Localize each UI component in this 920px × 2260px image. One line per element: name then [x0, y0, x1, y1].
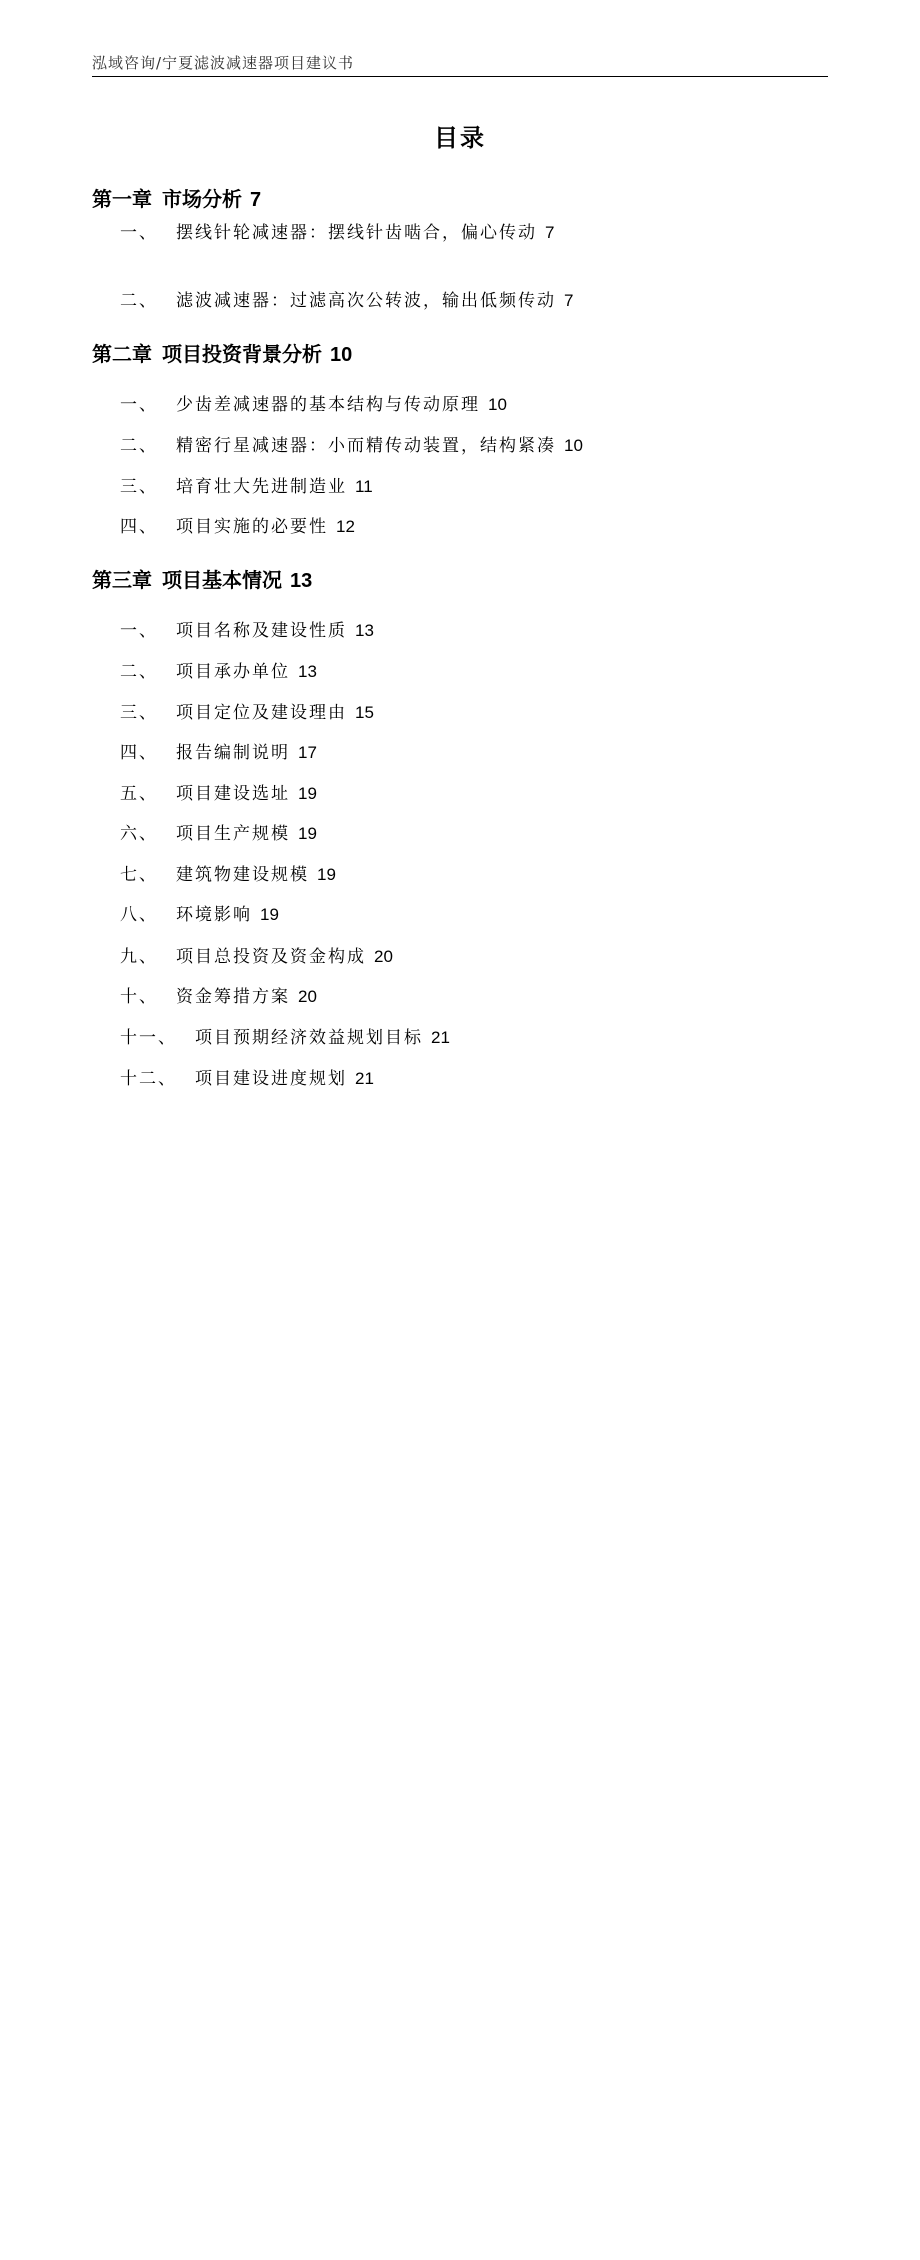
- toc-page-number: 15: [355, 703, 374, 722]
- toc-entry-number: 七、: [120, 865, 158, 885]
- toc-entry-text: 项目总投资及资金构成: [176, 947, 366, 967]
- toc-entry-title: [120, 738, 290, 763]
- toc-entry-title: [120, 472, 347, 497]
- toc-entry-text: 项目建设进度规划: [195, 1069, 347, 1089]
- toc-page-number: 21: [431, 1028, 450, 1047]
- toc-entry-text: 项目预期经济效益规划目标: [195, 1028, 423, 1048]
- toc-page-number: 11: [355, 477, 373, 496]
- toc-entry-title: [120, 900, 252, 925]
- toc-entry-title: [120, 390, 480, 415]
- toc-entry-number: 第三章: [92, 568, 152, 592]
- toc-page-number: 19: [298, 784, 317, 803]
- toc-entry-number: 二、: [120, 436, 158, 456]
- toc-page-number: 21: [355, 1069, 374, 1088]
- toc-page-number: 7: [564, 291, 574, 310]
- toc-entry-number: 四、: [120, 743, 158, 763]
- toc-entry-title: [120, 616, 347, 641]
- toc-page-number: 13: [290, 570, 313, 592]
- toc-entry-title: [120, 431, 556, 456]
- toc-entry-title: [120, 218, 537, 243]
- toc-entry-title: [120, 657, 290, 682]
- toc-entry-text: 摆线针轮减速器：摆线针齿啮合，偏心传动: [176, 223, 537, 243]
- toc-entry-text: 精密行星减速器：小而精传动装置，结构紧凑: [176, 436, 556, 456]
- toc-entry-number: 一、: [120, 223, 158, 243]
- toc-entry-title: [120, 982, 290, 1007]
- toc-entry-number: 四、: [120, 517, 158, 537]
- toc-entry-text: 项目生产规模: [176, 824, 290, 844]
- toc-entry-text: 建筑物建设规模: [176, 865, 309, 885]
- toc-entry-title: [92, 183, 242, 212]
- toc-page-number: 7: [545, 223, 555, 242]
- toc-page-number: 10: [564, 436, 583, 455]
- toc-page-number: 13: [298, 662, 317, 681]
- toc-entry-number: 十一、: [120, 1028, 177, 1048]
- toc-entry-number: 第一章: [92, 187, 152, 211]
- toc-title: 目录: [434, 124, 486, 152]
- toc-entry-text: 项目承办单位: [176, 662, 290, 682]
- toc-entry-number: 五、: [120, 784, 158, 804]
- header-rule: [92, 76, 828, 77]
- toc-entry-text: 项目名称及建设性质: [176, 621, 347, 641]
- toc-entry-number: 一、: [120, 395, 158, 415]
- toc-entry-text: 项目实施的必要性: [176, 517, 328, 537]
- toc-entry-title: [92, 338, 322, 367]
- toc-page-number: 20: [374, 947, 393, 966]
- toc-entry-title: [120, 779, 290, 804]
- toc-entry-text: 项目基本情况: [162, 568, 282, 592]
- toc-entry-text: 少齿差减速器的基本结构与传动原理: [176, 395, 480, 415]
- toc-entry-number: 三、: [120, 703, 158, 723]
- toc-page-number: 20: [298, 987, 317, 1006]
- toc-page-number: 10: [330, 344, 353, 366]
- toc-entry-text: 项目定位及建设理由: [176, 703, 347, 723]
- toc-section-entry[interactable]: [92, 1064, 828, 2260]
- toc-page-number: 13: [355, 621, 374, 640]
- toc-page-number: 10: [488, 395, 507, 414]
- running-header: 泓域咨询/宁夏滤波减速器项目建议书: [92, 54, 355, 72]
- toc-entry-number: 八、: [120, 905, 158, 925]
- toc-entry-title: [120, 512, 328, 537]
- toc-page-number: 19: [260, 905, 279, 924]
- toc-entry-title: [92, 564, 282, 593]
- toc-entry-number: 六、: [120, 824, 158, 844]
- toc-entry-text: 项目投资背景分析: [162, 342, 322, 366]
- toc-page-number: 7: [250, 189, 262, 211]
- toc-entry-title: [120, 698, 347, 723]
- toc-entry-number: 十二、: [120, 1069, 177, 1089]
- toc-entry-title: [120, 942, 366, 967]
- toc-entry-number: 三、: [120, 477, 158, 497]
- toc-page-number: 17: [298, 743, 317, 762]
- toc-entry-number: 二、: [120, 291, 158, 311]
- toc-page-number: 12: [336, 517, 355, 536]
- toc-entry-title: [120, 860, 309, 885]
- toc-entry-number: 一、: [120, 621, 158, 641]
- toc-page-number: 19: [298, 824, 317, 843]
- toc-entry-text: 资金筹措方案: [176, 987, 290, 1007]
- toc-entry-text: 市场分析: [162, 187, 242, 211]
- toc-entry-number: 第二章: [92, 342, 152, 366]
- toc-entry-number: 二、: [120, 662, 158, 682]
- toc-entry-title: [120, 1064, 347, 1089]
- toc-entry-number: 九、: [120, 947, 158, 967]
- toc-entry-title: [120, 1023, 423, 1048]
- toc-entry-title: [120, 286, 556, 311]
- toc-entry-text: 滤波减速器：过滤高次公转波，输出低频传动: [176, 291, 556, 311]
- toc-entry-text: 培育壮大先进制造业: [176, 477, 347, 497]
- toc-entry-text: 项目建设选址: [176, 784, 290, 804]
- toc-entry-text: 环境影响: [176, 905, 252, 925]
- toc-entry-text: 报告编制说明: [176, 743, 290, 763]
- toc-entry-title: [120, 819, 290, 844]
- toc-page-number: 19: [317, 865, 336, 884]
- toc-entry-number: 十、: [120, 987, 158, 1007]
